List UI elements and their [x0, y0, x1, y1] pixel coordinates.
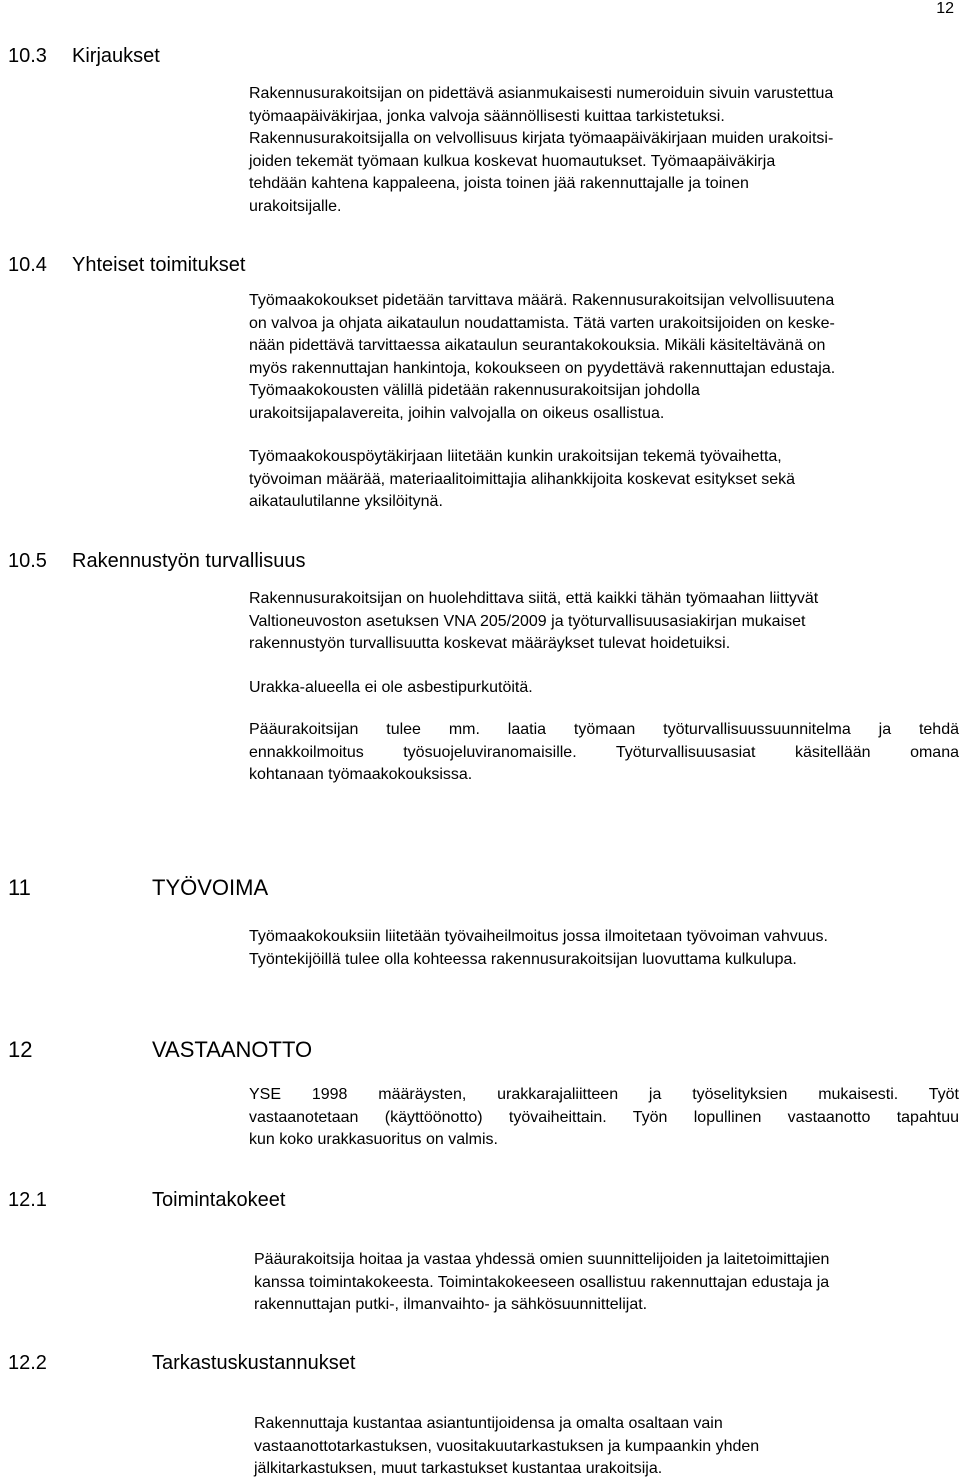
- text-line: urakoitsijapalavereita, joihin valvojalla on oikeus osallistua.: [249, 404, 665, 422]
- heading-10-5-number: 10.5: [8, 550, 47, 572]
- text-line: työmaapäiväkirjaa, jonka valvoja säännöllisesti kuittaa tarkistetuksi.: [249, 107, 725, 125]
- text-line: Pääurakoitsijan tulee mm. laatia työmaan työturvallisuussuunnitelma ja tehdä: [249, 721, 959, 738]
- text-line: Työntekijöillä tulee olla kohteessa rakennusurakoitsijan luovuttama kulkulupa.: [249, 950, 797, 968]
- text-line: kanssa toimintakokeesta. Toimintakokeeseen osallistuu rakennuttajan edustaja ja: [254, 1273, 830, 1291]
- page-number: 12: [936, 0, 954, 17]
- text-line: Valtioneuvoston asetuksen VNA 205/2009 ja työturvallisuusasiakirjan mukaiset: [249, 612, 806, 630]
- paragraph-10-4-meetings: [249, 290, 959, 426]
- heading-12-number: 12: [8, 1037, 33, 1062]
- text-line: Rakennusurakoitsijan on pidettävä asianmukaisesti numeroiduin sivuin varustettua: [249, 85, 834, 102]
- text-line: Rakennuttaja kustantaa asiantuntijoidensa ja omalta osaltaan vain: [254, 1415, 723, 1432]
- heading-11-number: 11: [8, 875, 31, 900]
- heading-12-1-title: Toimintakokeet: [152, 1189, 286, 1211]
- text-line: vastaanotetaan (käyttöönotto) työvaiheittain. Työn lopullinen vastaanotto tapahtuu: [249, 1108, 959, 1126]
- text-line: YSE 1998 määräysten, urakkarajaliitteen ja työselityksien mukaisesti. Työt: [249, 1086, 959, 1103]
- text-line: kun koko urakkasuoritus on valmis.: [249, 1131, 498, 1149]
- heading-12-title: VASTAANOTTO: [152, 1037, 313, 1062]
- text-line: urakoitsijalle.: [249, 197, 342, 215]
- text-line: rakennustyön turvallisuutta koskevat määräykset tulevat hoidetuiksi.: [249, 635, 731, 653]
- heading-10-4-title: Yhteiset toimitukset: [72, 254, 246, 276]
- heading-10-4-number: 10.4: [8, 254, 47, 276]
- text-line: Työmaakokousten välillä pidetään rakennusurakoitsijan johdolla: [249, 382, 700, 400]
- paragraph-12-1-function-tests: [254, 1249, 958, 1317]
- text-line: Työmaakokoukset pidetään tarvittava määrä. Rakennusurakoitsijan velvollisuutena: [249, 292, 835, 309]
- text-line: joiden tekemät työmaan kulkua koskevat huomautukset. Työmaapäiväkirja: [249, 152, 776, 170]
- paragraph-10-4-minutes: [249, 446, 959, 514]
- heading-12-1-number: 12.1: [8, 1189, 47, 1211]
- text-line: Työmaakokouspöytäkirjaan liitetään kunkin urakoitsijan tekemä työvaihetta,: [249, 448, 782, 465]
- heading-10-5-title: Rakennustyön turvallisuus: [72, 550, 306, 572]
- text-line: Työmaakokouksiin liitetään työvaiheilmoitus jossa ilmoitetaan työvoiman vahvuus.: [249, 928, 828, 945]
- paragraph-12-acceptance: [249, 1084, 959, 1152]
- text-line: nään pidettävä tarvittaessa aikataulun seurantakokouksia. Mikäli käsiteltävänä on: [249, 337, 826, 355]
- text-line: kohtanaan työmaakokouksissa.: [249, 766, 473, 784]
- paragraph-10-5-safety: [249, 588, 959, 656]
- paragraph-10-5-asbestos: [249, 677, 959, 700]
- heading-10-3-number: 10.3: [8, 45, 47, 67]
- text-line: Pääurakoitsija hoitaa ja vastaa yhdessä omien suunnittelijoiden ja laitetoimittajien: [254, 1251, 830, 1268]
- text-line: Urakka-alueella ei ole asbestipurkutöitä.: [249, 679, 533, 696]
- text-line: jälkitarkastuksen, muut tarkastukset kustantaa urakoitsija.: [254, 1460, 663, 1478]
- paragraph-10-3-entries: [249, 83, 959, 219]
- text-line: rakennuttajan putki-, ilmanvaihto- ja sähkösuunnittelijat.: [254, 1296, 648, 1314]
- text-line: vastaanottotarkastuksen, vuositakuutarkastuksen ja kumpaankin yhden: [254, 1437, 760, 1455]
- paragraph-12-2-inspection-costs: [254, 1413, 958, 1481]
- paragraph-11-workforce: [249, 926, 959, 971]
- text-line: työvoiman määrää, materiaalitoimittajia alihankkijoita koskevat esitykset sekä: [249, 470, 796, 488]
- text-line: myös rakennuttajan hankintoja, kokoukseen on pyydettävä rakennuttajan edustaja.: [249, 359, 836, 377]
- text-line: tehdään kahtena kappaleena, joista toinen jää rakennuttajalle ja toinen: [249, 175, 749, 193]
- heading-12-2-title: Tarkastuskustannukset: [152, 1352, 356, 1374]
- text-line: ennakkoilmoitus työsuojeluviranomaisille. Työturvallisuusasiat käsitellään omana: [249, 743, 959, 761]
- heading-11-title: TYÖVOIMA: [152, 875, 269, 900]
- text-line: Rakennusurakoitsijalla on velvollisuus kirjata työmaapäiväkirjaan muiden urakoitsi-: [249, 130, 834, 148]
- paragraph-10-5-main-contractor: [249, 719, 959, 787]
- heading-10-3-title: Kirjaukset: [72, 45, 160, 67]
- heading-12-2-number: 12.2: [8, 1352, 47, 1374]
- text-line: on valvoa ja ohjata aikataulun noudattamista. Tätä varten urakoitsijoiden on keske-: [249, 314, 835, 332]
- text-line: Rakennusurakoitsijan on huolehdittava siitä, että kaikki tähän työmaahan liittyvät: [249, 590, 819, 607]
- text-line: aikataulutilanne yksilöitynä.: [249, 493, 443, 511]
